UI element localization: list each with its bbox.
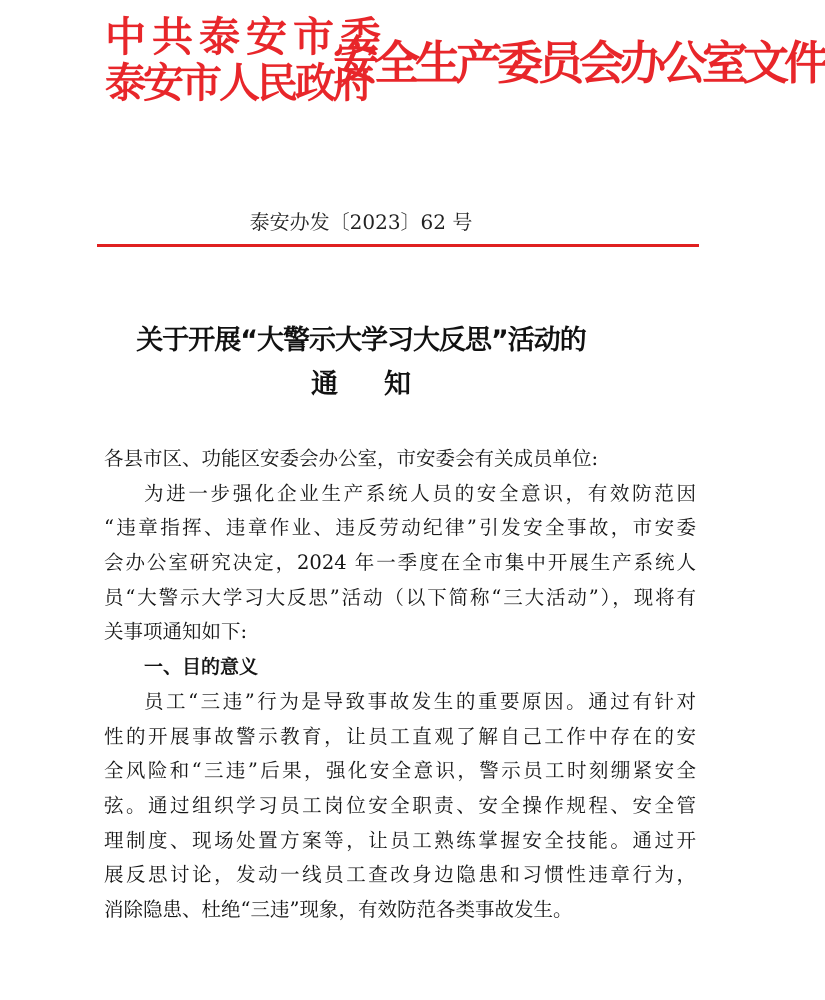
salutation: 各县市区、功能区安委会办公室，市安委会有关成员单位: (104, 447, 599, 470)
paragraph-2-line: 弦。通过组织学习员工岗位安全职责、安全操作规程、安全管 (104, 793, 696, 817)
document-body (104, 442, 696, 928)
paragraph-1-line: 为进一步强化企业生产系统人员的安全意识，有效防范因 (144, 481, 696, 505)
header-org-line-2: 泰安市人民政府 (105, 59, 371, 107)
section-1-heading: 一、目的意义 (144, 656, 259, 679)
paragraph-1-line: 关事项通知如下: (104, 620, 248, 644)
paragraph-1-line: “违章指挥、违章作业、违反劳动纪律”引发安全事故，市安委 (104, 516, 696, 540)
document-title-line-1: 关于开展“大警示大学习大反思”活动的 (136, 325, 586, 356)
paragraph-2-line: 全风险和“三违”后果，强化安全意识，警示员工时刻绷紧安全 (104, 759, 696, 783)
paragraph-2-line: 展反思讨论，发动一线员工查改身边隐患和习惯性违章行为， (104, 863, 696, 887)
paragraph-2-line: 员工“三违”行为是导致事故发生的重要原因。通过有针对 (144, 689, 696, 713)
paragraph-1-line: 员“大警示大学习大反思”活动（以下简称“三大活动”），现将有 (104, 585, 696, 609)
header-org-line-1: 中共泰安市委 (105, 13, 387, 61)
document-number: 泰安办发〔2023〕62 号 (249, 210, 473, 234)
document-title-line-2 (0, 362, 722, 401)
red-divider-line (97, 244, 699, 247)
red-header (105, 13, 825, 114)
paragraph-2-line: 理制度、现场处置方案等，让员工熟练掌握安全技能。通过开 (104, 828, 696, 852)
header-file-title: 安全生产委员会办公室文件 (333, 36, 825, 90)
paragraph-2-line: 消除隐患、杜绝“三违”现象，有效防范各类事故发生。 (104, 897, 573, 921)
paragraph-2-line: 性的开展事故警示教育，让员工直观了解自己工作中存在的安 (104, 724, 696, 748)
title-char-zhi: 知 (384, 369, 411, 400)
title-char-tong: 通 (311, 369, 338, 400)
paragraph-1-line: 会办公室研究决定，2024 年一季度在全市集中开展生产系统人 (104, 551, 696, 575)
